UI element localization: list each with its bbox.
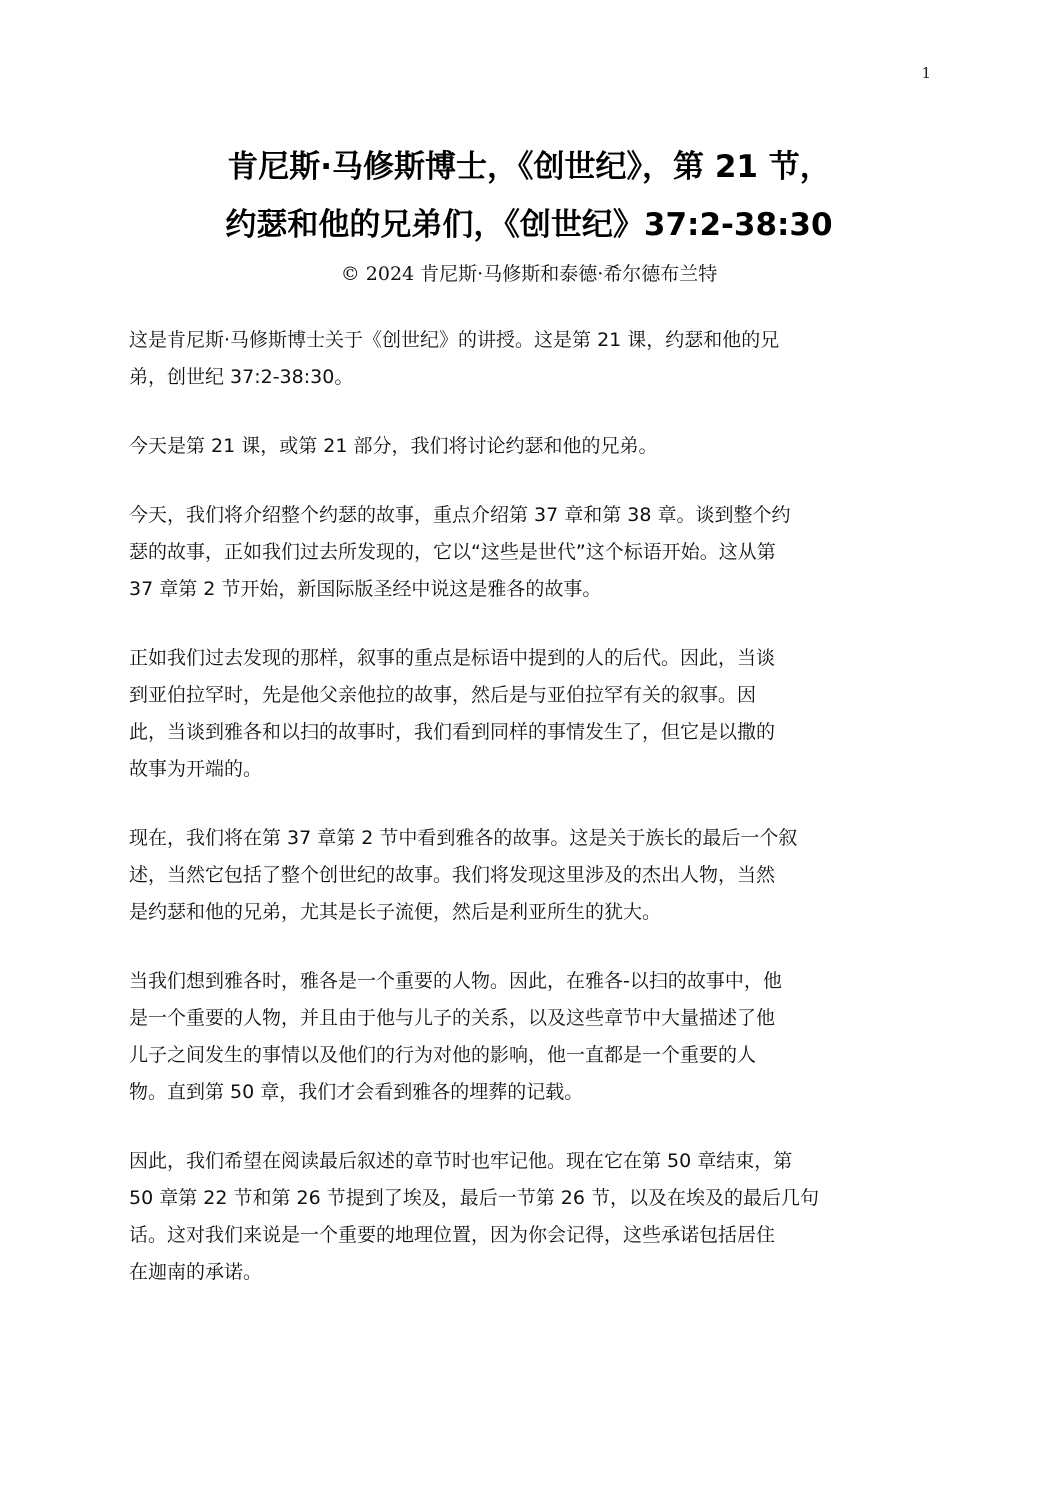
paragraph-5 — [129, 820, 919, 931]
paragraph-7 — [129, 1143, 919, 1291]
paragraph-1 — [129, 322, 919, 396]
paragraph-line: 因此，我们希望在阅读最后叙述的章节时也牢记他。现在它在第 50 章结束，第 — [129, 1150, 793, 1172]
paragraph-line: 儿子之间发生的事情以及他们的行为对他的影响，他一直都是一个重要的人 — [129, 1044, 757, 1066]
paragraph-line: 37 章第 2 节开始，新国际版圣经中说这是雅各的故事。 — [129, 578, 602, 600]
paragraph-line: 此，当谈到雅各和以扫的故事时，我们看到同样的事情发生了，但它是以撒的 — [129, 721, 776, 743]
paragraph-line: 在迦南的承诺。 — [129, 1261, 263, 1283]
paragraph-line: 这是肯尼斯·马修斯博士关于《创世纪》的讲授。这是第 21 课，约瑟和他的兄 — [129, 329, 780, 351]
paragraph-6 — [129, 963, 919, 1111]
paragraph-line: 话。这对我们来说是一个重要的地理位置，因为你会记得，这些承诺包括居住 — [129, 1224, 776, 1246]
paragraph-3 — [129, 497, 919, 608]
paragraph-line: 是约瑟和他的兄弟，尤其是长子流便，然后是利亚所生的犹大。 — [129, 901, 662, 923]
paragraph-line: 弟，创世纪 37:2-38:30。 — [129, 366, 354, 388]
page-number: 1 — [921, 64, 931, 82]
paragraph-line: 物。直到第 50 章，我们才会看到雅各的埋葬的记载。 — [129, 1081, 584, 1103]
paragraph-line: 是一个重要的人物，并且由于他与儿子的关系，以及这些章节中大量描述了他 — [129, 1007, 776, 1029]
paragraph-line: 到亚伯拉罕时，先是他父亲他拉的故事，然后是与亚伯拉罕有关的叙事。因 — [129, 684, 757, 706]
paragraph-line: 述，当然它包括了整个创世纪的故事。我们将发现这里涉及的杰出人物，当然 — [129, 864, 776, 886]
paragraph-2 — [129, 428, 919, 465]
document-title — [129, 138, 929, 254]
paragraph-line: 今天，我们将介绍整个约瑟的故事，重点介绍第 37 章和第 38 章。谈到整个约 — [129, 504, 791, 526]
paragraph-line: 当我们想到雅各时，雅各是一个重要的人物。因此，在雅各-以扫的故事中，他 — [129, 970, 782, 992]
paragraph-line: 故事为开端的。 — [129, 758, 263, 780]
paragraph-line: 瑟的故事，正如我们过去所发现的，它以“这些是世代”这个标语开始。这从第 — [129, 541, 776, 563]
copyright-line: © 2024 肯尼斯·马修斯和泰德·希尔德布兰特 — [340, 263, 718, 285]
paragraph-line: 50 章第 22 节和第 26 节提到了埃及，最后一节第 26 节，以及在埃及的最后几句 — [129, 1187, 819, 1209]
document-body — [129, 322, 919, 1323]
paragraph-line: 现在，我们将在第 37 章第 2 节中看到雅各的故事。这是关于族长的最后一个叙 — [129, 827, 798, 849]
paragraph-line: 今天是第 21 课，或第 21 部分，我们将讨论约瑟和他的兄弟。 — [129, 435, 658, 457]
paragraph-line: 正如我们过去发现的那样，叙事的重点是标语中提到的人的后代。因此，当谈 — [129, 647, 776, 669]
title-line-1: 肯尼斯·马修斯博士，《创世纪》，第 21 节， — [227, 149, 831, 185]
paragraph-4 — [129, 640, 919, 788]
title-line-2: 约瑟和他的兄弟们，《创世纪》37:2-38:30 — [225, 207, 833, 243]
